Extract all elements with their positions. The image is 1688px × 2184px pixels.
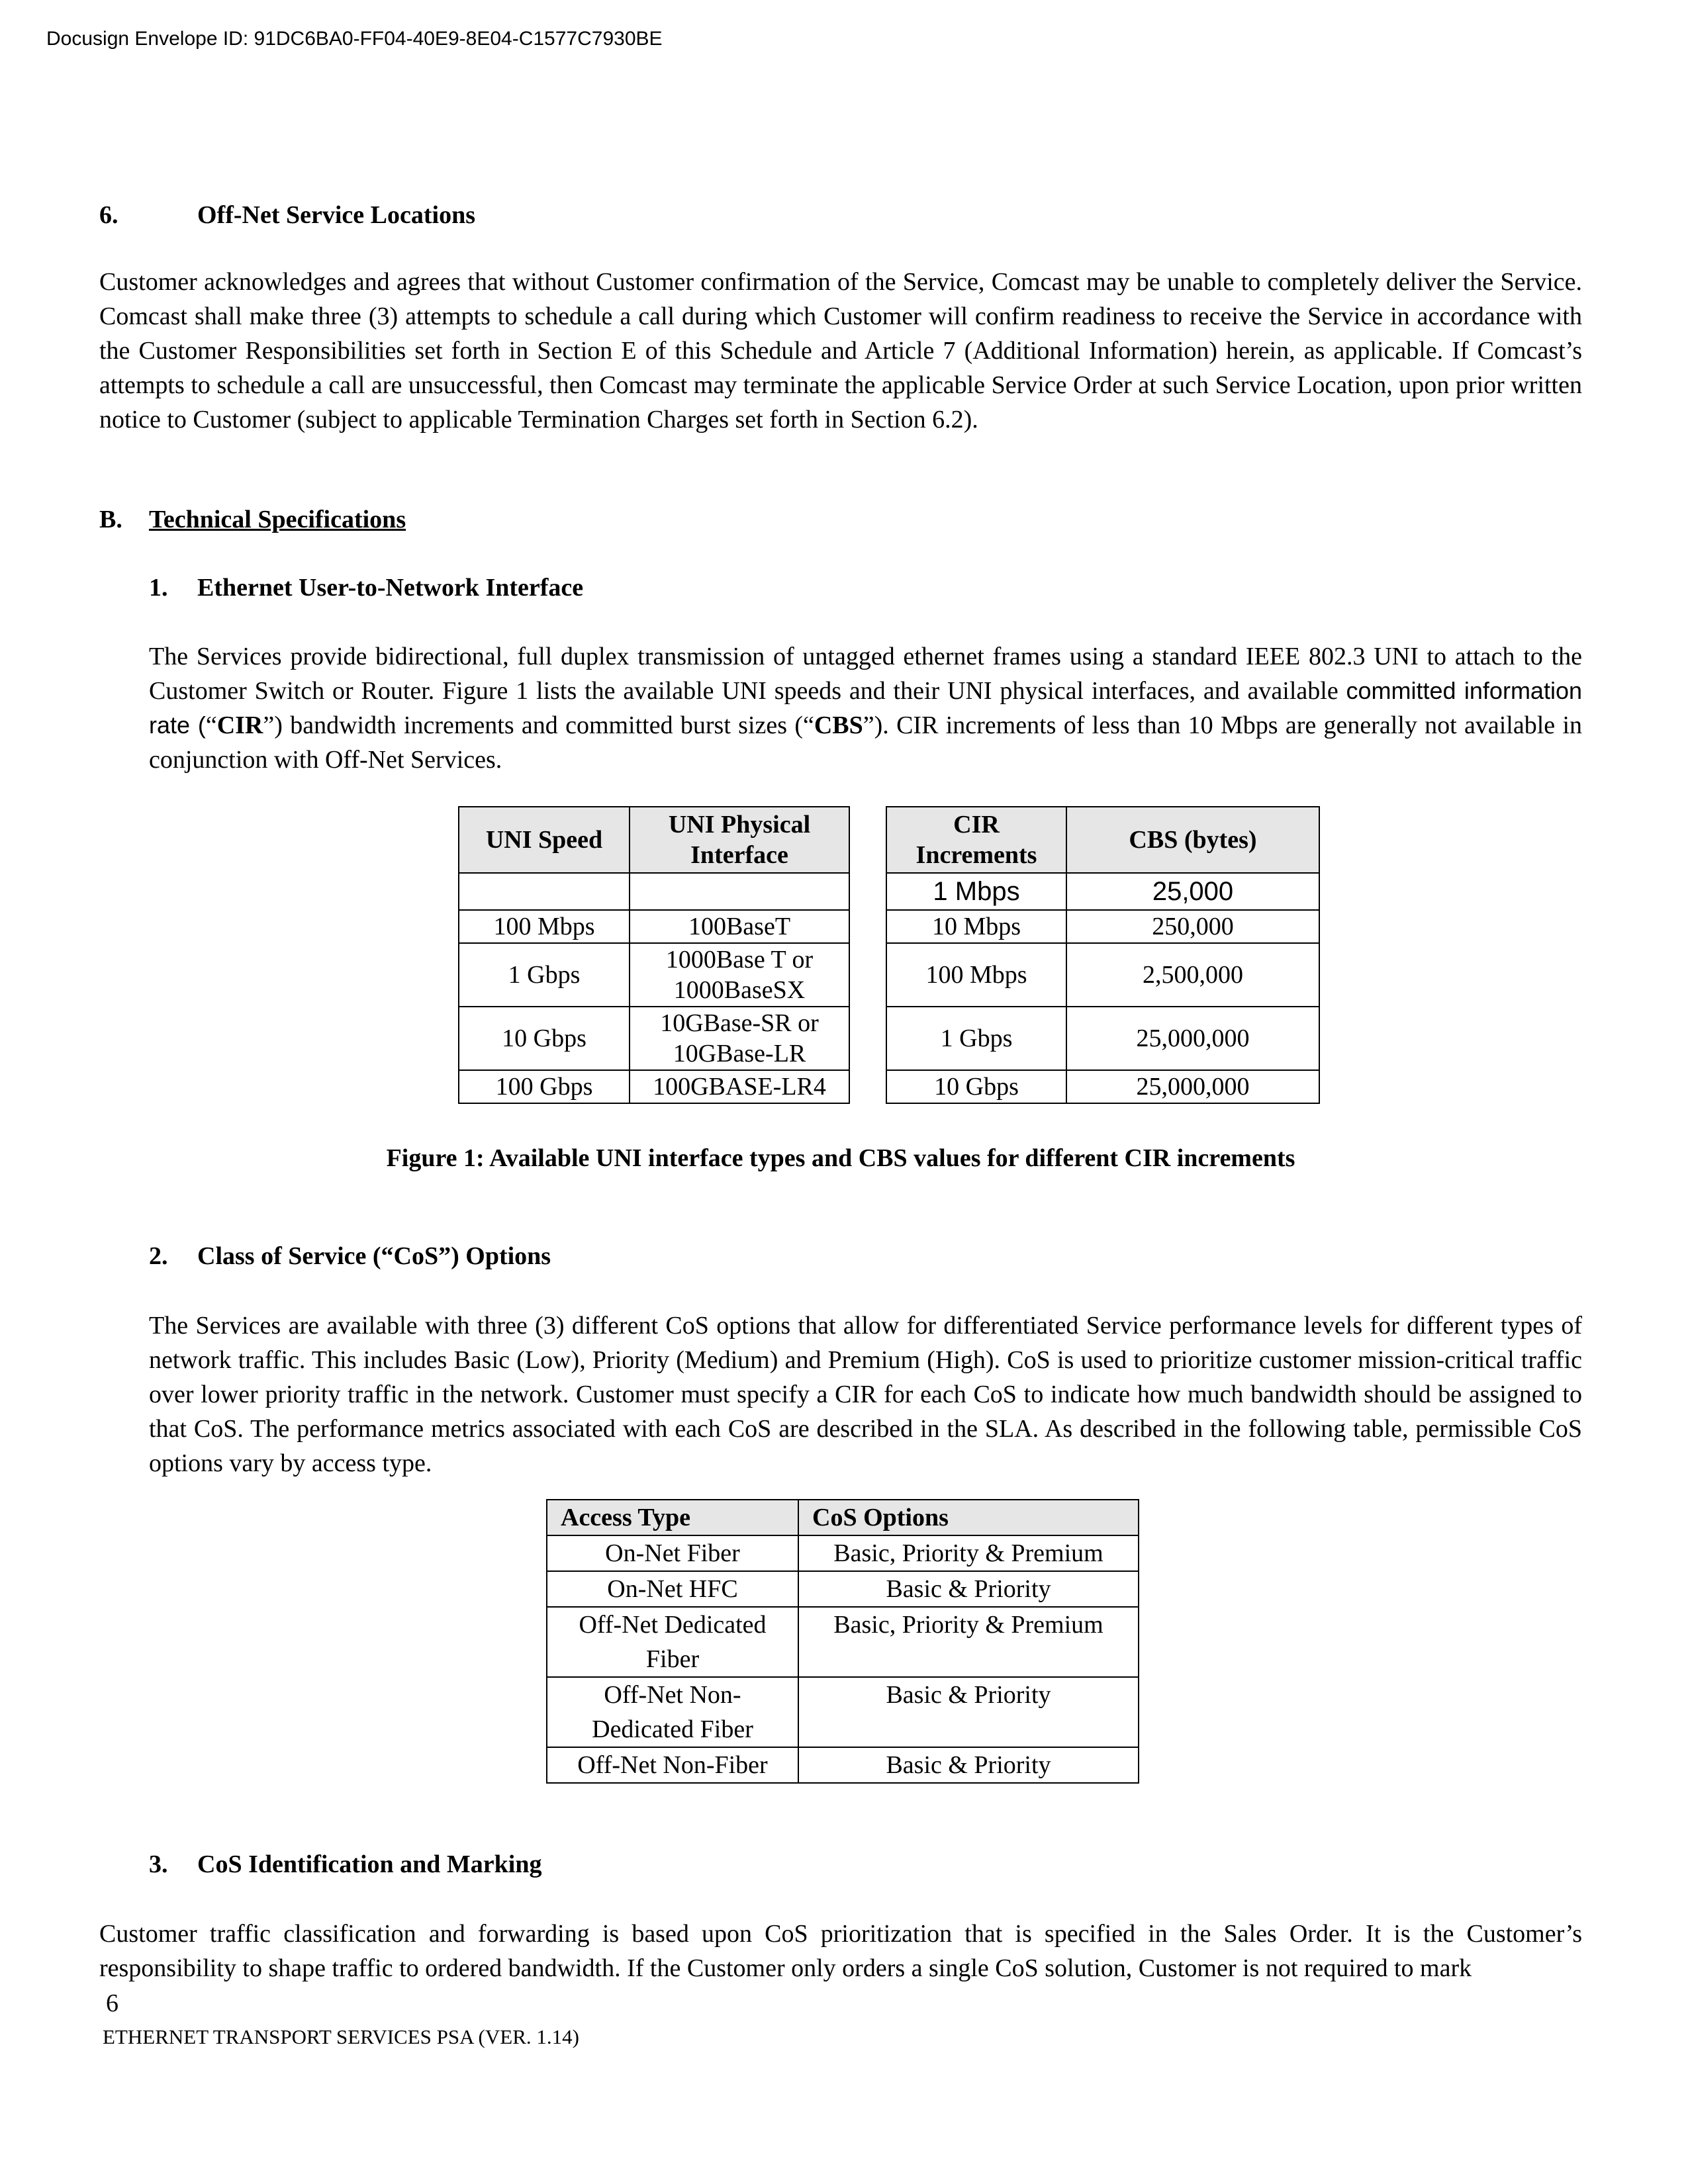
page-number: 6 [106,1989,118,2017]
sub1-body-part-b: ”) bandwidth increments and committed burst sizes (“ [263,711,814,739]
cos-header-access-type: Access Type [547,1500,798,1535]
section-6-title: Off-Net Service Locations [197,201,475,229]
cir-header-increments: CIR Increments [886,807,1066,873]
cos-table [546,1499,1139,1784]
uni-cell: 1 Gbps [459,943,630,1007]
cir-table [886,806,1320,1104]
cir-cell: 250,000 [1066,910,1319,943]
cir-header-cbs: CBS (bytes) [1066,807,1319,873]
section-b-letter: B. [99,506,122,533]
sub3-body: Customer traffic classification and forwarding is based upon CoS prioritization that is specified in the Sales Order. It is the Customer’s responsibility to shape traffic to ordered bandwidth. If the Customer only orders a single CoS solution, Customer is not required to mark [99,1920,1582,1982]
uni-header-interface: UNI Physical Interface [630,807,849,873]
uni-table [458,806,850,1104]
cos-cell: Basic & Priority [798,1571,1139,1607]
sub3-title: CoS Identification and Marking [197,1850,542,1878]
uni-cell: 100GBASE-LR4 [630,1070,849,1103]
uni-cell: 100 Gbps [459,1070,630,1103]
sub1-body-part-a: The Services provide bidirectional, full duplex transmission of untagged ethernet frames using a standard IEEE 802.3 UNI to attach to the Customer Switch or Router. Figure 1 lists the available UNI speeds and their UNI physical interfaces, and available [149,643,1582,705]
section-6-body: Customer acknowledges and agrees that without Customer confirmation of the Service, Comcast may be unable to completely deliver the Service. Comcast shall make three (3) attempts to schedule a call during which Customer will confirm readiness to receive the Service in accordance with the Customer Responsibilities set forth in Section E of this Schedule and Article 7 (Additional Information) herein, as applicable. If Comcast’s attempts to schedule a call are unsuccessful, then Comcast may terminate the applicable Service Order at such Service Location, upon prior written notice to Customer (subject to applicable Termination Charges set forth in Section 6.2). [99,268,1582,433]
sub3-number: 3. [149,1850,168,1878]
sub1-body-part-c: ”). CIR increments of less than 10 Mbps are generally not available in conjunction with Off-Net Services. [149,711,1583,774]
cos-header-options: CoS Options [798,1500,1139,1535]
envelope-id: Docusign Envelope ID: 91DC6BA0-FF04-40E9-8E04-C1577C7930BE [46,28,663,50]
cir-cell: 10 Gbps [886,1070,1066,1103]
uni-cell: 1000Base T or 1000BaseSX [630,943,849,1007]
sub1-body [149,639,1582,777]
cos-cell: On-Net HFC [547,1571,798,1607]
sub2-title: Class of Service (“CoS”) Options [197,1242,551,1270]
cir-cell: 25,000,000 [1066,1007,1319,1070]
uni-cell: 10GBase-SR or 10GBase-LR [630,1007,849,1070]
cir-cell: 2,500,000 [1066,943,1319,1007]
cos-cell: Basic & Priority [798,1747,1139,1783]
uni-cell: 100 Mbps [459,910,630,943]
cir-cell: 1 Gbps [886,1007,1066,1070]
section-6-number: 6. [99,201,118,229]
cir-cell: 25,000 [1066,873,1319,910]
cir-cell: 25,000,000 [1066,1070,1319,1103]
figure-caption: Figure 1: Available UNI interface types and CBS values for different CIR increments [386,1144,1295,1172]
sub1-title: Ethernet User-to-Network Interface [197,574,584,602]
sub2-body: The Services are available with three (3) different CoS options that allow for differentiated Service performance levels for different types of network traffic. This includes Basic (Low), Priority (Medium) and Premium (High). CoS is used to prioritize customer mission-critical traffic over lower priority traffic in the network. Customer must specify a CIR for each CoS to indicate how much bandwidth should be assigned to that CoS. The performance metrics associated with each CoS are described in the SLA. As described in the following table, permissible CoS options vary by access type. [149,1312,1582,1477]
cir-cell: 100 Mbps [886,943,1066,1007]
cir-cell: 10 Mbps [886,910,1066,943]
sub1-body-sans: committed information rate ( [149,677,1582,739]
uni-header-speed: UNI Speed [459,807,630,873]
document-footer: ETHERNET TRANSPORT SERVICES PSA (VER. 1.14) [103,2025,579,2048]
sub1-cir-term: CIR [216,711,263,739]
sub1-cbs-term: CBS [814,711,863,739]
cos-cell: On-Net Fiber [547,1535,798,1571]
cos-cell: Basic & Priority [798,1677,1139,1747]
section-b-title [149,505,406,534]
cos-cell: Off-Net Dedicated Fiber [547,1607,798,1677]
sub1-body-quote: “ [205,711,217,739]
section-b-title-text: Technical Specifications [149,506,406,533]
uni-cell [459,873,630,910]
cos-cell: Basic, Priority & Premium [798,1535,1139,1571]
uni-cell [630,873,849,910]
cos-cell: Off-Net Non-Fiber [547,1747,798,1783]
uni-cell: 10 Gbps [459,1007,630,1070]
sub2-number: 2. [149,1242,168,1270]
cos-cell: Off-Net Non-Dedicated Fiber [547,1677,798,1747]
cos-cell: Basic, Priority & Premium [798,1607,1139,1677]
sub1-number: 1. [149,574,168,602]
uni-cell: 100BaseT [630,910,849,943]
cir-cell: 1 Mbps [886,873,1066,910]
